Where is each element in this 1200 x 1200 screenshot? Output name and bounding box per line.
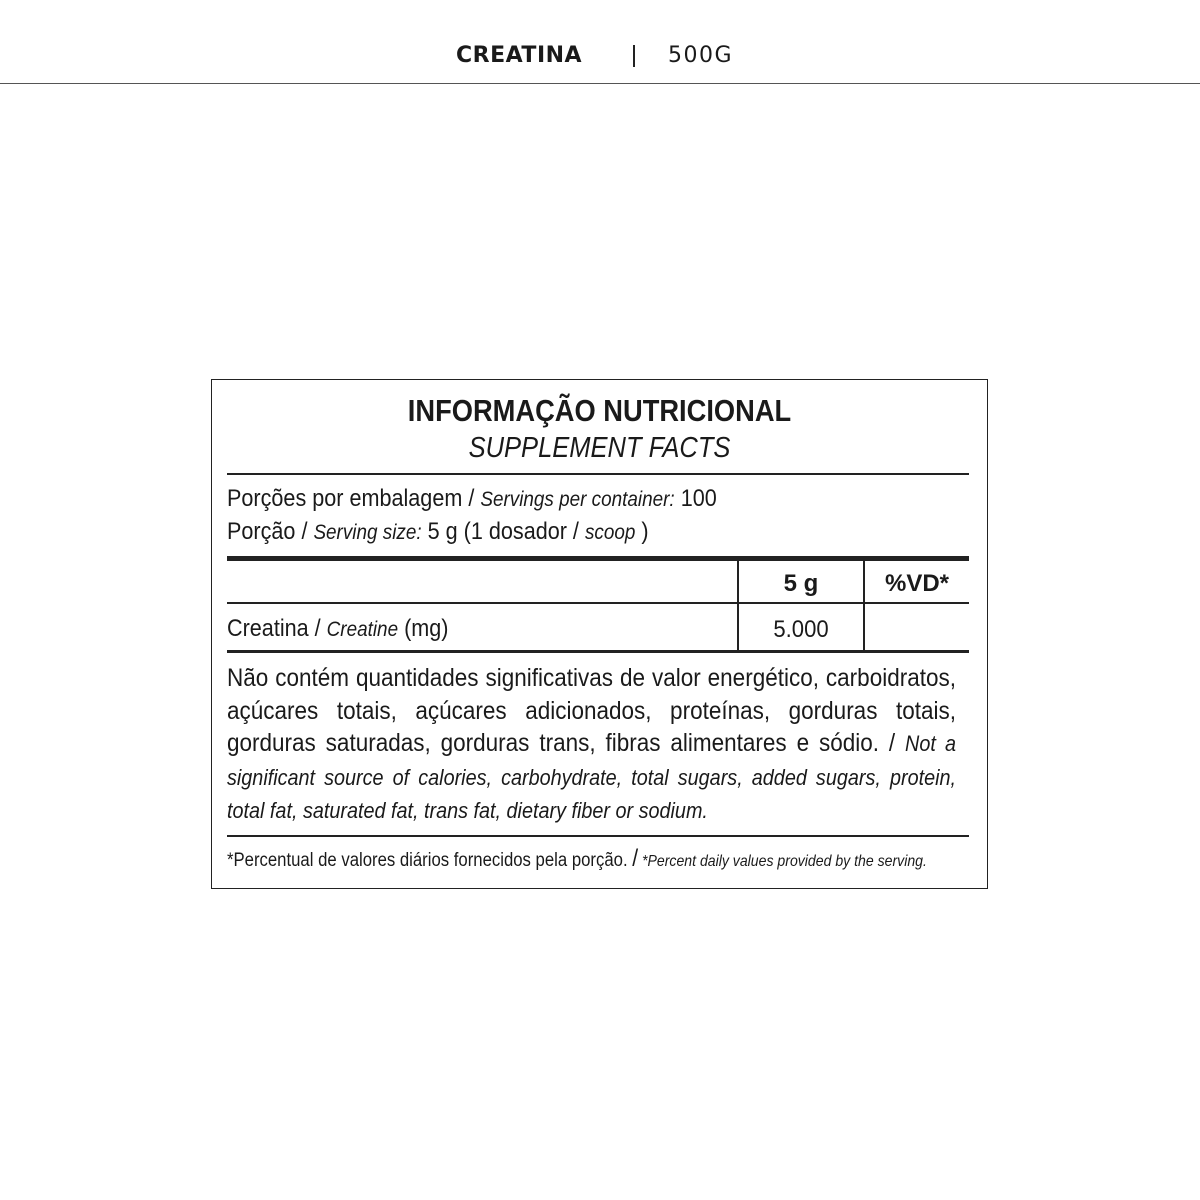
divider-thick: [227, 556, 969, 561]
nutrient-unit: (mg): [398, 615, 449, 642]
serving-size: [227, 517, 649, 548]
column-header-dv: %VD*: [884, 570, 950, 597]
nutrient-amount: 5.000: [773, 616, 829, 643]
footnote: [227, 846, 927, 875]
product-size: 500G: [668, 43, 734, 68]
nutrition-note: [227, 662, 956, 828]
nutrient-name-en: Creatine: [326, 618, 399, 641]
serving-size-close: ): [635, 518, 649, 545]
nutrition-label: [211, 379, 988, 889]
serving-size-en-label: Serving size:: [313, 521, 422, 544]
divider-medium: [227, 650, 969, 653]
table-row: [227, 614, 448, 645]
header-separator: [633, 45, 635, 67]
footnote-pt: *Percentual de valores diários fornecidos pela porção.: [227, 850, 633, 871]
divider-footnote: [227, 835, 969, 837]
note-en: Not a significant source of calories, carbohydrate, total sugars, added sugars, protein, total fat, saturated fat, trans fat, dietary fiber or sodium.: [227, 731, 956, 823]
nutrient-name-pt: Creatina /: [227, 615, 327, 642]
column-header-amount: 5 g: [783, 570, 819, 597]
footnote-slash: /: [632, 845, 639, 872]
serving-size-unit-en: scoop: [584, 521, 636, 544]
serving-size-pt-label: Porção /: [227, 518, 314, 545]
servings-pt-label: Porções por embalagem /: [227, 485, 481, 512]
note-pt: Não contém quantidades significativas de valor energético, carboidratos, açúcares totais, açúcares adicionados, proteínas, gorduras totais, gorduras saturadas, gorduras trans, fibras alimentares e sódio. /: [227, 664, 956, 757]
serving-size-value: 5 g (1 dosador /: [421, 518, 585, 545]
servings-value: 100: [674, 485, 717, 512]
product-name: CREATINA: [456, 43, 583, 68]
servings-per-container: [227, 484, 717, 515]
servings-en-label: Servings per container:: [480, 488, 675, 511]
label-subtitle: SUPPLEMENT FACTS: [468, 432, 731, 464]
divider-table-header: [227, 602, 969, 604]
label-title: INFORMAÇÃO NUTRICIONAL: [407, 393, 792, 428]
footnote-en: *Percent daily values provided by the serving.: [638, 853, 927, 870]
page-header: [0, 0, 1200, 84]
divider-thin: [227, 473, 969, 475]
